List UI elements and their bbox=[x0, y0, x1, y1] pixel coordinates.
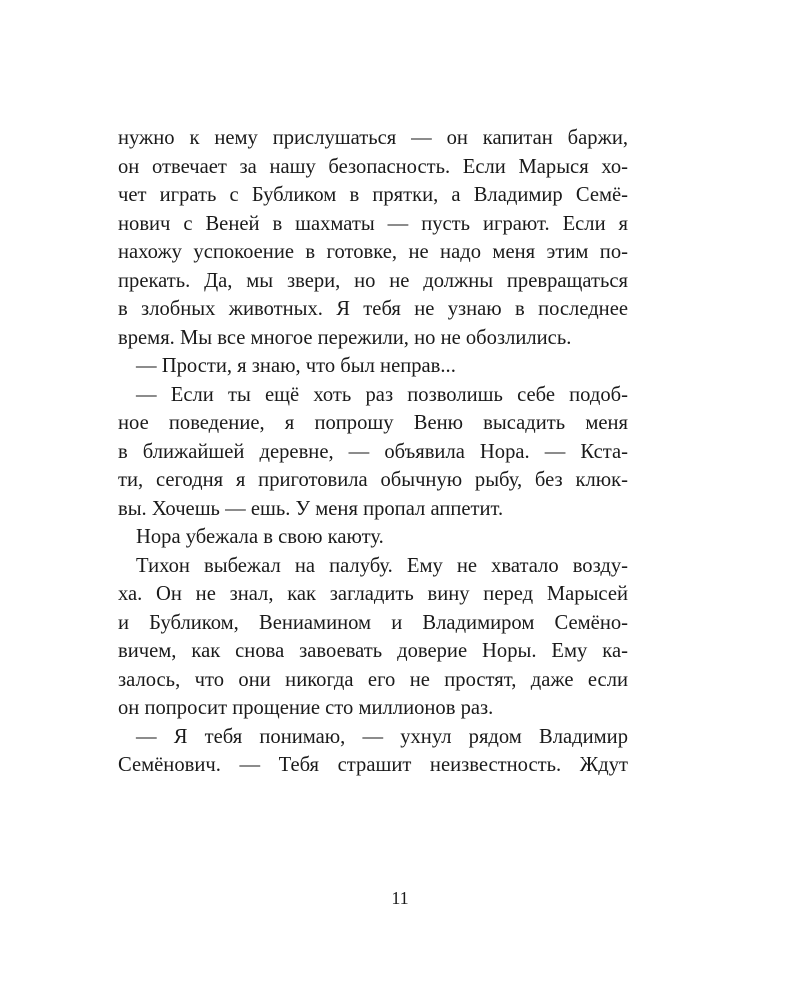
page-number: 11 bbox=[391, 888, 409, 908]
body-text bbox=[118, 124, 628, 780]
text-line: в злобных животных. Я тебя не узнаю в последнее bbox=[118, 298, 628, 320]
text-line: вы. Хочешь — ешь. У меня пропал аппетит. bbox=[118, 497, 504, 520]
text-line: он отвечает за нашу безопасность. Если Марыся хо- bbox=[118, 155, 628, 178]
text-line: — Я тебя понимаю, — ухнул рядом Владимир bbox=[136, 725, 628, 748]
text-line: ти, сегодня я приготовила обычную рыбу, без клюк- bbox=[118, 469, 628, 491]
text-line: — Если ты ещё хоть раз позволишь себе подоб- bbox=[136, 383, 628, 406]
text-line: Семёнович. — Тебя страшит неизвестность. Ждут bbox=[118, 754, 628, 776]
text-line: прекать. Да, мы звери, но не должны превращаться bbox=[118, 269, 628, 292]
text-line: ха. Он не знал, как загладить вину перед Марысей bbox=[118, 583, 628, 605]
text-line: он попросит прощение сто миллионов раз. bbox=[118, 697, 494, 719]
text-line: Нора убежала в свою каюту. bbox=[136, 526, 384, 548]
text-line: нович с Веней в шахматы — пусть играют. Если я bbox=[118, 212, 628, 235]
text-line: и Бубликом, Вениамином и Владимиром Семёно- bbox=[118, 611, 628, 634]
text-line: в ближайшей деревне, — объявила Нора. — Кста- bbox=[118, 440, 628, 463]
text-line: чет играть с Бубликом в прятки, а Владимир Семё- bbox=[118, 184, 628, 206]
text-line: время. Мы все многое пережили, но не обозлились. bbox=[118, 326, 572, 349]
text-line: — Прости, я знаю, что был неправ... bbox=[136, 355, 456, 377]
text-line: вичем, как снова завоевать доверие Норы. Ему ка- bbox=[118, 640, 628, 662]
text-line: нахожу успокоение в готовке, не надо меня этим по- bbox=[118, 241, 628, 263]
text-line: Тихон выбежал на палубу. Ему не хватало возду- bbox=[136, 554, 628, 577]
text-line: залось, что они никогда его не простят, даже если bbox=[118, 668, 628, 691]
text-line: ное поведение, я попрошу Веню высадить меня bbox=[118, 412, 628, 434]
text-line: нужно к нему прислушаться — он капитан баржи, bbox=[118, 127, 628, 149]
